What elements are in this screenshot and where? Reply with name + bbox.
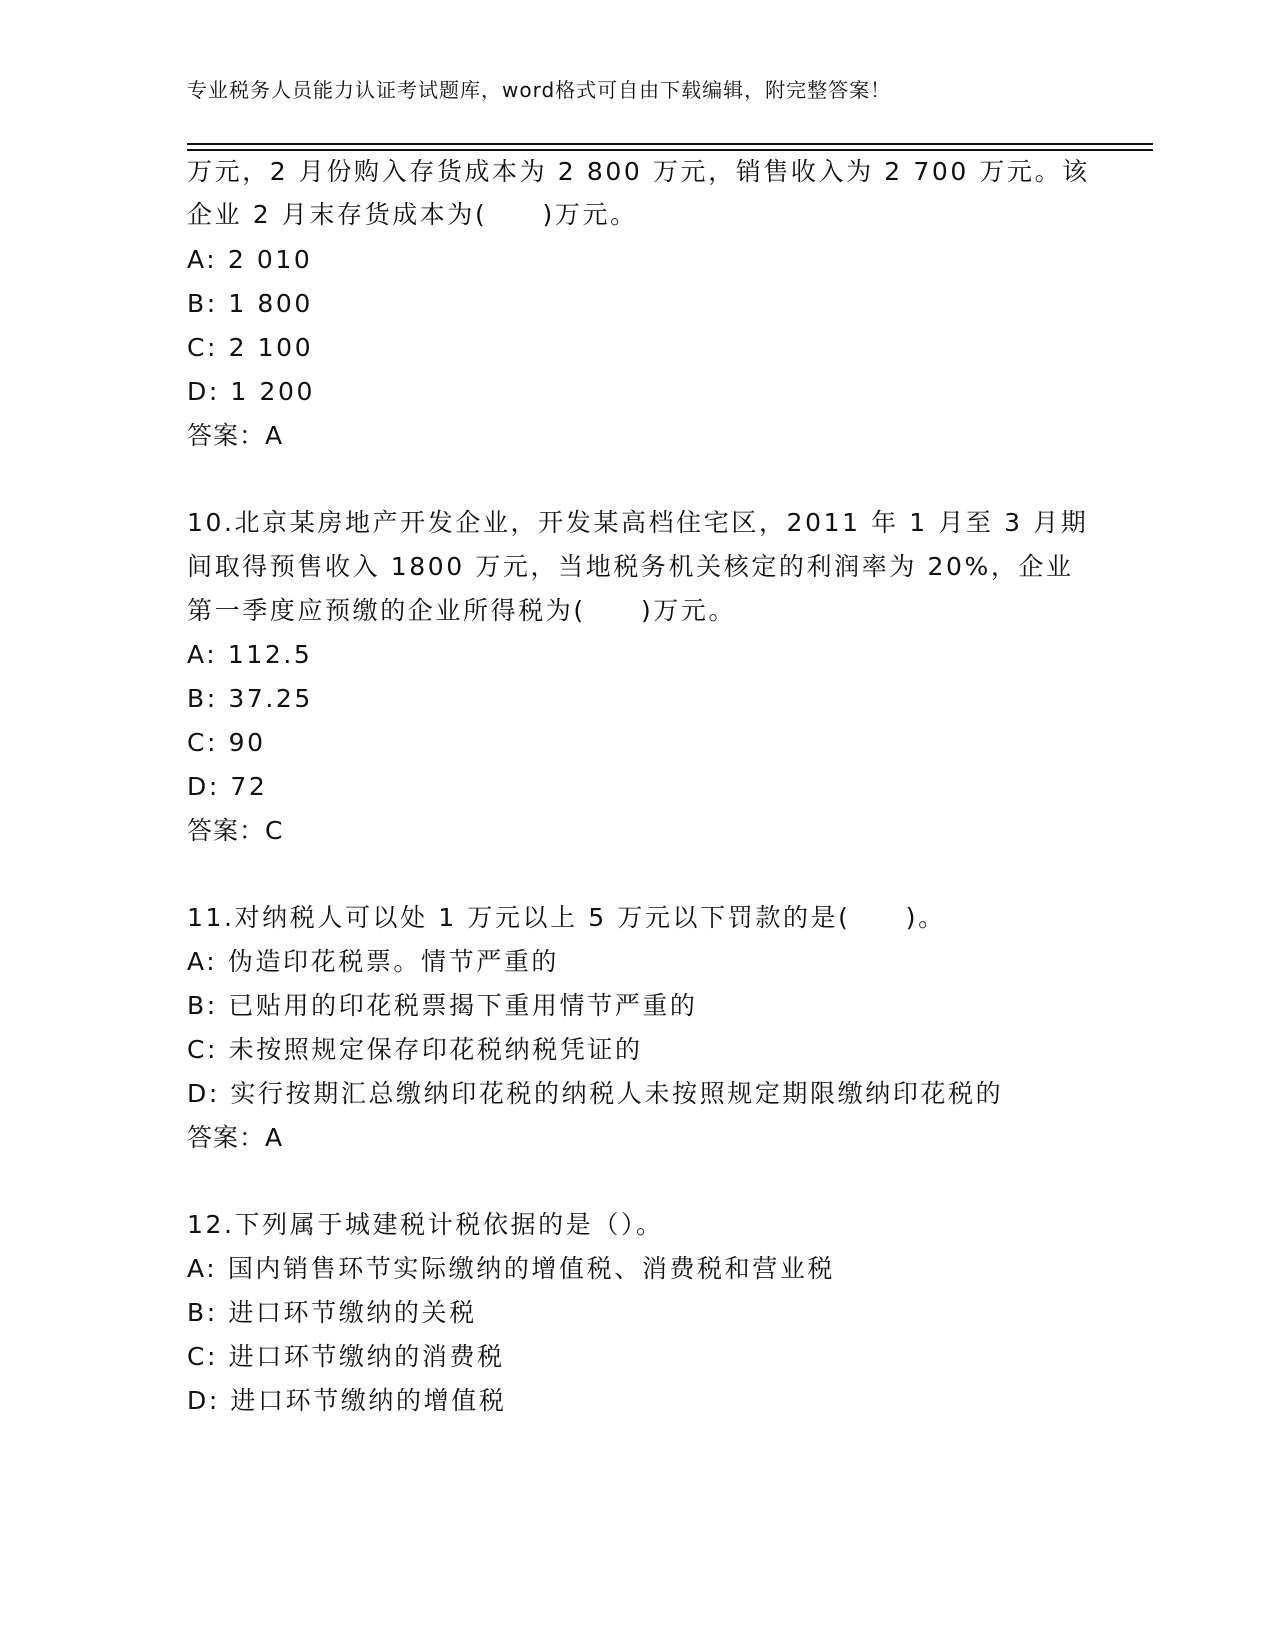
question-11-option-a: A: 伪造印花税票。情节严重的 (187, 947, 560, 976)
question-9-text-line-2: 企业 2 月末存货成本为( )万元。 (187, 200, 638, 229)
question-10-option-c: C: 90 (187, 728, 266, 757)
question-12-option-c: C: 进口环节缴纳的消费税 (187, 1342, 505, 1371)
question-11-option-c: C: 未按照规定保存印花税纳税凭证的 (187, 1035, 643, 1064)
question-10-option-b: B: 37.25 (187, 684, 313, 713)
question-9-option-a: A: 2 010 (187, 245, 313, 274)
question-12-text: 12.下列属于城建税计税依据的是（）。 (187, 1210, 664, 1239)
question-9-option-d: D: 1 200 (187, 377, 315, 406)
question-12-option-a: A: 国内销售环节实际缴纳的增值税、消费税和营业税 (187, 1254, 836, 1283)
question-9-option-c: C: 2 100 (187, 333, 314, 362)
question-9-answer: 答案：A (187, 421, 284, 450)
question-11-option-b: B: 已贴用的印花税票揭下重用情节严重的 (187, 991, 698, 1020)
question-12-option-b: B: 进口环节缴纳的关税 (187, 1298, 477, 1327)
question-10-text-line-1: 10.北京某房地产开发企业，开发某高档住宅区，2011 年 1 月至 3 月期 (187, 508, 1089, 537)
page-header: 专业税务人员能力认证考试题库，word格式可自由下载编辑，附完整答案！ (187, 78, 892, 102)
question-11-option-d: D: 实行按期汇总缴纳印花税的纳税人未按照规定期限缴纳印花税的 (187, 1079, 1004, 1108)
question-10-answer: 答案：C (187, 816, 284, 845)
question-10-text-line-3: 第一季度应预缴的企业所得税为( )万元。 (187, 596, 737, 625)
question-11-answer: 答案：A (187, 1123, 284, 1152)
question-11-text: 11.对纳税人可以处 1 万元以上 5 万元以下罚款的是( )。 (187, 903, 946, 932)
question-10-option-d: D: 72 (187, 772, 268, 801)
question-12-option-d: D: 进口环节缴纳的增值税 (187, 1386, 507, 1415)
question-10-option-a: A: 112.5 (187, 640, 313, 669)
question-9-text-line-1: 万元，2 月份购入存货成本为 2 800 万元，销售收入为 2 700 万元。该 (187, 157, 1090, 186)
question-9-option-b: B: 1 800 (187, 289, 313, 318)
question-10-text-line-2: 间取得预售收入 1800 万元，当地税务机关核定的利润率为 20%，企业 (187, 552, 1074, 581)
header-rule-top (187, 143, 1153, 145)
header-rule-bottom (187, 149, 1153, 151)
